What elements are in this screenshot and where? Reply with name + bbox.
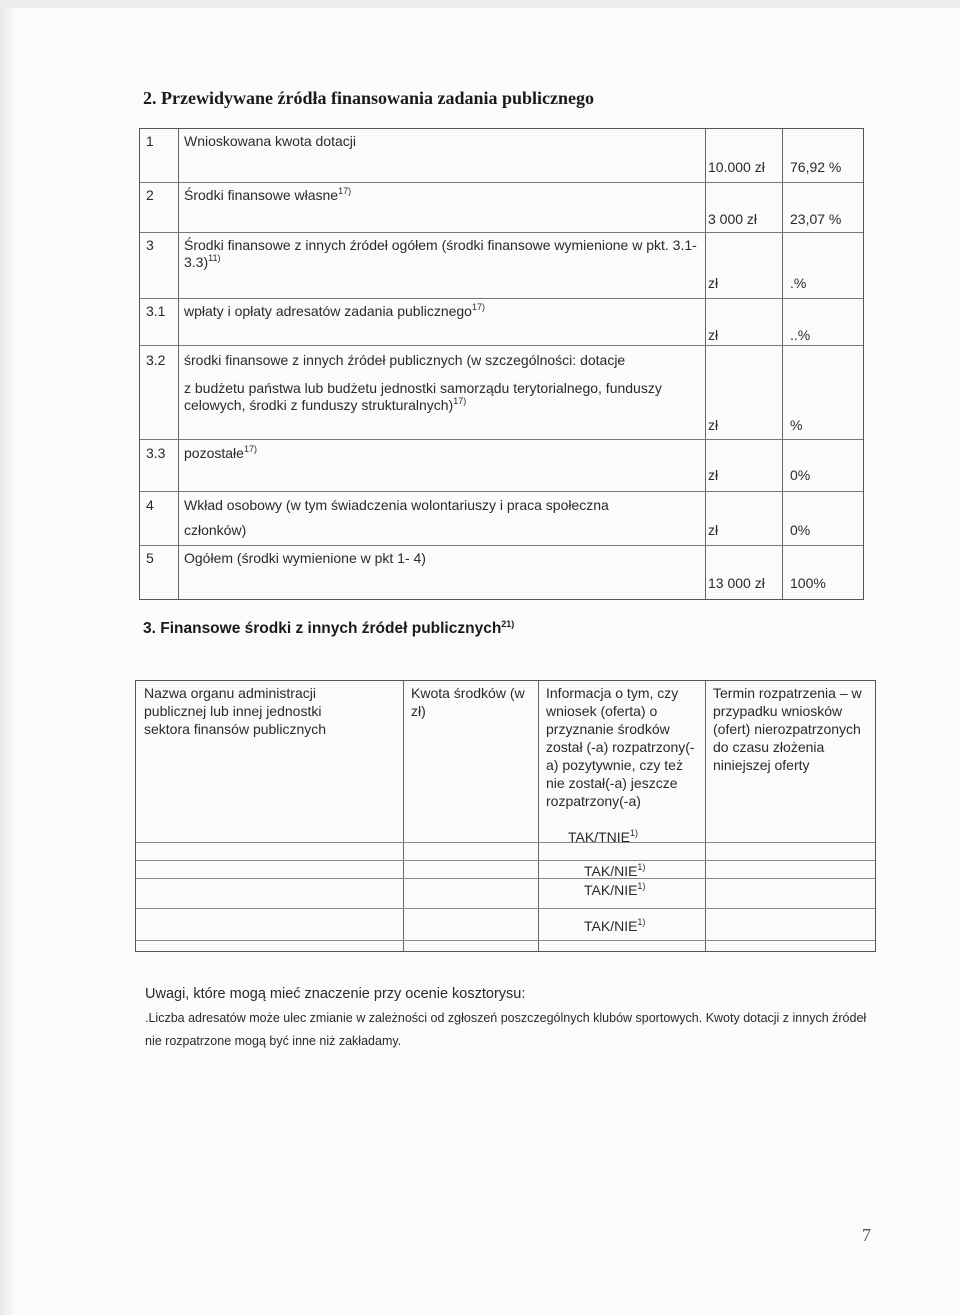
row-percent: 0% (790, 522, 811, 538)
scan-left-edge (0, 0, 14, 1315)
scan-top-edge (0, 0, 960, 8)
row-number: 3.3 (146, 445, 166, 461)
tak-nie-value: TAK/NIE$^{1)}$ (584, 862, 646, 879)
row-percent: 76,92 % (790, 159, 842, 175)
row-number: 3 (146, 237, 154, 253)
row-number: 5 (146, 550, 154, 566)
section-3-title: 3. Finansowe środki z innych źródeł publicznych$^{21)}$ (143, 619, 515, 637)
row-amount: zł (708, 522, 719, 538)
row-label: Środki finansowe własne$^{17)}$ (184, 186, 352, 203)
public-sources-table (135, 680, 876, 952)
tak-nie-value: TAK/NIE$^{1)}$ (584, 881, 646, 898)
row-label-continued: z budżetu państwa lub budżetu jednostki samorządu terytorialnego, funduszy celowych, środki z funduszy strukturalnych)$^{17)}$ (184, 380, 662, 413)
notes-body: .Liczba adresatów może ulec zmianie w zależności od zgłoszeń poszczególnych klubów sportowych. Kwoty dotacji z innych źródeł nie rozpatrzone mogą być inne niż zakładamy. (145, 1011, 867, 1048)
column-header-deadline: Termin rozpatrzenia – w przypadku wniosków (ofert) nierozpatrzonych do czasu złożenia niniejszej oferty (713, 685, 862, 773)
tak-nie-value: TAK/TNIE$^{1)}$ (568, 828, 638, 845)
row-label: Ogółem (środki wymienione w pkt 1- 4) (184, 550, 426, 566)
column-header-amount: Kwota środków (w zł) (411, 685, 525, 719)
tak-nie-value: TAK/NIE$^{1)}$ (584, 917, 646, 934)
row-number: 1 (146, 133, 154, 149)
row-label: wpłaty i opłaty adresatów zadania publicznego$^{17)}$ (184, 302, 485, 319)
row-percent: 0% (790, 467, 811, 483)
page-number: 7 (862, 1225, 871, 1245)
row-amount: 13 000 zł (708, 575, 765, 591)
section-2-title: 2. Przewidywane źródła finansowania zadania publicznego (143, 88, 595, 108)
row-label: Wnioskowana kwota dotacji (184, 133, 356, 149)
row-number: 3.2 (146, 352, 166, 368)
row-label: Środki finansowe z innych źródeł ogółem (środki finansowe wymienione w pkt. 3.1-3.3)$^{11)}$ (184, 237, 697, 270)
row-percent: 23,07 % (790, 211, 842, 227)
row-amount: 10.000 zł (708, 159, 765, 175)
row-label-continued: członków) (184, 522, 247, 538)
row-amount: zł (708, 467, 719, 483)
row-amount: zł (708, 327, 719, 343)
row-amount: zł (708, 275, 719, 291)
row-percent: .% (790, 275, 807, 291)
notes-heading: Uwagi, które mogą mieć znaczenie przy ocenie kosztorysu: (145, 986, 526, 1002)
row-percent: 100% (790, 575, 826, 591)
row-number: 2 (146, 187, 154, 203)
row-number: 3.1 (146, 303, 166, 319)
column-header-authority: Nazwa organu administracji publicznej lub innej jednostki sektora finansów publicznych (144, 685, 327, 737)
row-amount: 3 000 zł (708, 211, 758, 227)
financing-sources-table (139, 128, 864, 600)
row-label: pozostałe$^{17)}$ (184, 444, 257, 461)
row-label: środki finansowe z innych źródeł publicznych (w szczególności: dotacje (184, 352, 626, 368)
row-number: 4 (146, 497, 154, 513)
row-percent: % (790, 417, 803, 433)
row-label: Wkład osobowy (w tym świadczenia wolontariuszy i praca społeczna (184, 497, 609, 513)
column-header-status: Informacja o tym, czy wniosek (oferta) o przyznanie środków został (-a) rozpatrzony(-a) pozytywnie, czy też nie został(-a) jeszcze rozpatrzony(-a) (546, 685, 695, 809)
row-percent: ..% (790, 327, 811, 343)
row-amount: zł (708, 417, 719, 433)
